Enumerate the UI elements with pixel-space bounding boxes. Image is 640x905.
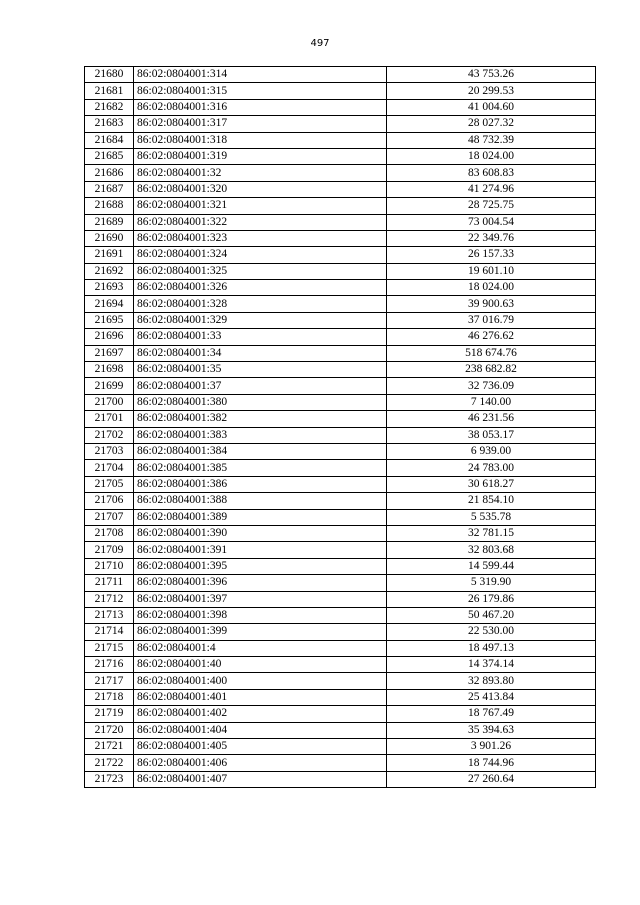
table-row	[85, 99, 596, 115]
row-number-cell: 21720	[85, 722, 134, 738]
row-number-cell: 21715	[85, 640, 134, 656]
cadastral-value-cell: 28 725.75	[387, 198, 596, 214]
cadastral-number-cell: 86:02:0804001:326	[134, 280, 387, 296]
cadastral-number-cell: 86:02:0804001:380	[134, 394, 387, 410]
cadastral-number-cell: 86:02:0804001:317	[134, 116, 387, 132]
cadastral-number-cell: 86:02:0804001:322	[134, 214, 387, 230]
cadastral-number-cell: 86:02:0804001:319	[134, 148, 387, 164]
cadastral-value-cell: 24 783.00	[387, 460, 596, 476]
row-number-cell: 21689	[85, 214, 134, 230]
cadastral-number-cell: 86:02:0804001:397	[134, 591, 387, 607]
cadastral-value-cell: 18 497.13	[387, 640, 596, 656]
cadastral-number-cell: 86:02:0804001:384	[134, 443, 387, 459]
cadastral-number-cell: 86:02:0804001:396	[134, 575, 387, 591]
cadastral-number-cell: 86:02:0804001:382	[134, 411, 387, 427]
row-number-cell: 21721	[85, 739, 134, 755]
row-number-cell: 21711	[85, 575, 134, 591]
cadastral-number-cell: 86:02:0804001:402	[134, 706, 387, 722]
cadastral-value-cell: 25 413.84	[387, 689, 596, 705]
cadastral-value-cell: 18 767.49	[387, 706, 596, 722]
table-row	[85, 493, 596, 509]
row-number-cell: 21686	[85, 165, 134, 181]
cadastral-number-cell: 86:02:0804001:390	[134, 525, 387, 541]
table-row	[85, 83, 596, 99]
row-number-cell: 21706	[85, 493, 134, 509]
row-number-cell: 21719	[85, 706, 134, 722]
table-row	[85, 558, 596, 574]
cadastral-value-cell: 73 004.54	[387, 214, 596, 230]
cadastral-value-cell: 518 674.76	[387, 345, 596, 361]
cadastral-value-cell: 3 901.26	[387, 739, 596, 755]
row-number-cell: 21708	[85, 525, 134, 541]
cadastral-number-cell: 86:02:0804001:34	[134, 345, 387, 361]
table-row	[85, 722, 596, 738]
cadastral-value-cell: 83 608.83	[387, 165, 596, 181]
cadastral-number-cell: 86:02:0804001:385	[134, 460, 387, 476]
row-number-cell: 21701	[85, 411, 134, 427]
cadastral-number-cell: 86:02:0804001:405	[134, 739, 387, 755]
table-row	[85, 148, 596, 164]
row-number-cell: 21709	[85, 542, 134, 558]
table-row	[85, 329, 596, 345]
table-row	[85, 165, 596, 181]
row-number-cell: 21710	[85, 558, 134, 574]
cadastral-number-cell: 86:02:0804001:407	[134, 771, 387, 787]
table-row	[85, 198, 596, 214]
row-number-cell: 21722	[85, 755, 134, 771]
table-row	[85, 607, 596, 623]
table-row	[85, 542, 596, 558]
cadastral-number-cell: 86:02:0804001:399	[134, 624, 387, 640]
table-row	[85, 362, 596, 378]
row-number-cell: 21704	[85, 460, 134, 476]
table-row	[85, 263, 596, 279]
row-number-cell: 21700	[85, 394, 134, 410]
row-number-cell: 21687	[85, 181, 134, 197]
cadastral-value-cell: 48 732.39	[387, 132, 596, 148]
row-number-cell: 21684	[85, 132, 134, 148]
cadastral-number-cell: 86:02:0804001:406	[134, 755, 387, 771]
cadastral-value-cell: 22 530.00	[387, 624, 596, 640]
table-row	[85, 345, 596, 361]
row-number-cell: 21712	[85, 591, 134, 607]
cadastral-number-cell: 86:02:0804001:328	[134, 296, 387, 312]
table-row	[85, 476, 596, 492]
row-number-cell: 21697	[85, 345, 134, 361]
cadastral-value-cell: 38 053.17	[387, 427, 596, 443]
cadastral-value-cell: 41 274.96	[387, 181, 596, 197]
cadastral-number-cell: 86:02:0804001:316	[134, 99, 387, 115]
cadastral-number-cell: 86:02:0804001:401	[134, 689, 387, 705]
cadastral-number-cell: 86:02:0804001:320	[134, 181, 387, 197]
table-row	[85, 181, 596, 197]
cadastral-value-cell: 32 893.80	[387, 673, 596, 689]
table-body	[85, 67, 596, 788]
cadastral-value-cell: 18 024.00	[387, 148, 596, 164]
cadastral-number-cell: 86:02:0804001:400	[134, 673, 387, 689]
row-number-cell: 21714	[85, 624, 134, 640]
row-number-cell: 21694	[85, 296, 134, 312]
cadastral-value-cell: 18 744.96	[387, 755, 596, 771]
cadastral-number-cell: 86:02:0804001:33	[134, 329, 387, 345]
cadastral-number-cell: 86:02:0804001:395	[134, 558, 387, 574]
table-row	[85, 509, 596, 525]
cadastral-value-cell: 14 599.44	[387, 558, 596, 574]
table-row	[85, 280, 596, 296]
cadastral-value-cell: 18 024.00	[387, 280, 596, 296]
row-number-cell: 21682	[85, 99, 134, 115]
cadastral-value-cell: 35 394.63	[387, 722, 596, 738]
cadastral-value-cell: 46 276.62	[387, 329, 596, 345]
table-row	[85, 296, 596, 312]
cadastral-value-table	[84, 66, 596, 788]
table-row	[85, 378, 596, 394]
table-row	[85, 247, 596, 263]
row-number-cell: 21688	[85, 198, 134, 214]
row-number-cell: 21680	[85, 67, 134, 83]
table-row	[85, 394, 596, 410]
table-row	[85, 689, 596, 705]
cadastral-number-cell: 86:02:0804001:386	[134, 476, 387, 492]
cadastral-value-cell: 5 535.78	[387, 509, 596, 525]
row-number-cell: 21718	[85, 689, 134, 705]
cadastral-value-cell: 7 140.00	[387, 394, 596, 410]
cadastral-number-cell: 86:02:0804001:389	[134, 509, 387, 525]
row-number-cell: 21690	[85, 230, 134, 246]
table-row	[85, 755, 596, 771]
cadastral-number-cell: 86:02:0804001:32	[134, 165, 387, 181]
cadastral-value-cell: 27 260.64	[387, 771, 596, 787]
cadastral-value-cell: 41 004.60	[387, 99, 596, 115]
cadastral-number-cell: 86:02:0804001:404	[134, 722, 387, 738]
cadastral-number-cell: 86:02:0804001:325	[134, 263, 387, 279]
row-number-cell: 21703	[85, 443, 134, 459]
cadastral-value-cell: 6 939.00	[387, 443, 596, 459]
row-number-cell: 21692	[85, 263, 134, 279]
table-row	[85, 706, 596, 722]
row-number-cell: 21723	[85, 771, 134, 787]
row-number-cell: 21698	[85, 362, 134, 378]
page-number: 497	[310, 38, 330, 49]
cadastral-number-cell: 86:02:0804001:37	[134, 378, 387, 394]
cadastral-value-cell: 32 803.68	[387, 542, 596, 558]
table-row	[85, 624, 596, 640]
table-row	[85, 411, 596, 427]
cadastral-value-cell: 50 467.20	[387, 607, 596, 623]
row-number-cell: 21685	[85, 148, 134, 164]
row-number-cell: 21705	[85, 476, 134, 492]
cadastral-value-cell: 46 231.56	[387, 411, 596, 427]
cadastral-value-cell: 20 299.53	[387, 83, 596, 99]
row-number-cell: 21713	[85, 607, 134, 623]
table-row	[85, 739, 596, 755]
cadastral-number-cell: 86:02:0804001:40	[134, 657, 387, 673]
cadastral-value-cell: 32 736.09	[387, 378, 596, 394]
cadastral-value-cell: 22 349.76	[387, 230, 596, 246]
table-row	[85, 575, 596, 591]
table-row	[85, 591, 596, 607]
cadastral-number-cell: 86:02:0804001:318	[134, 132, 387, 148]
cadastral-value-cell: 19 601.10	[387, 263, 596, 279]
row-number-cell: 21717	[85, 673, 134, 689]
table-row	[85, 214, 596, 230]
cadastral-value-cell: 26 157.33	[387, 247, 596, 263]
cadastral-number-cell: 86:02:0804001:321	[134, 198, 387, 214]
cadastral-value-cell: 14 374.14	[387, 657, 596, 673]
cadastral-value-cell: 32 781.15	[387, 525, 596, 541]
cadastral-number-cell: 86:02:0804001:398	[134, 607, 387, 623]
table-row	[85, 427, 596, 443]
row-number-cell: 21702	[85, 427, 134, 443]
table-row	[85, 67, 596, 83]
cadastral-number-cell: 86:02:0804001:35	[134, 362, 387, 378]
table-row	[85, 525, 596, 541]
cadastral-value-cell: 37 016.79	[387, 312, 596, 328]
cadastral-number-cell: 86:02:0804001:323	[134, 230, 387, 246]
cadastral-value-cell: 39 900.63	[387, 296, 596, 312]
table-row	[85, 673, 596, 689]
table-row	[85, 771, 596, 787]
cadastral-value-cell: 238 682.82	[387, 362, 596, 378]
cadastral-value-cell: 43 753.26	[387, 67, 596, 83]
cadastral-number-cell: 86:02:0804001:315	[134, 83, 387, 99]
cadastral-number-cell: 86:02:0804001:329	[134, 312, 387, 328]
table-row	[85, 116, 596, 132]
cadastral-number-cell: 86:02:0804001:383	[134, 427, 387, 443]
table-row	[85, 443, 596, 459]
table-row	[85, 640, 596, 656]
row-number-cell: 21693	[85, 280, 134, 296]
row-number-cell: 21683	[85, 116, 134, 132]
row-number-cell: 21699	[85, 378, 134, 394]
row-number-cell: 21695	[85, 312, 134, 328]
cadastral-value-cell: 5 319.90	[387, 575, 596, 591]
cadastral-number-cell: 86:02:0804001:324	[134, 247, 387, 263]
cadastral-value-cell: 21 854.10	[387, 493, 596, 509]
cadastral-value-cell: 30 618.27	[387, 476, 596, 492]
cadastral-number-cell: 86:02:0804001:391	[134, 542, 387, 558]
cadastral-value-cell: 28 027.32	[387, 116, 596, 132]
table-row	[85, 657, 596, 673]
row-number-cell: 21707	[85, 509, 134, 525]
cadastral-number-cell: 86:02:0804001:388	[134, 493, 387, 509]
row-number-cell: 21681	[85, 83, 134, 99]
cadastral-number-cell: 86:02:0804001:4	[134, 640, 387, 656]
table-row	[85, 230, 596, 246]
row-number-cell: 21716	[85, 657, 134, 673]
cadastral-number-cell: 86:02:0804001:314	[134, 67, 387, 83]
cadastral-value-cell: 26 179.86	[387, 591, 596, 607]
table-row	[85, 460, 596, 476]
row-number-cell: 21691	[85, 247, 134, 263]
row-number-cell: 21696	[85, 329, 134, 345]
table-row	[85, 312, 596, 328]
table-row	[85, 132, 596, 148]
